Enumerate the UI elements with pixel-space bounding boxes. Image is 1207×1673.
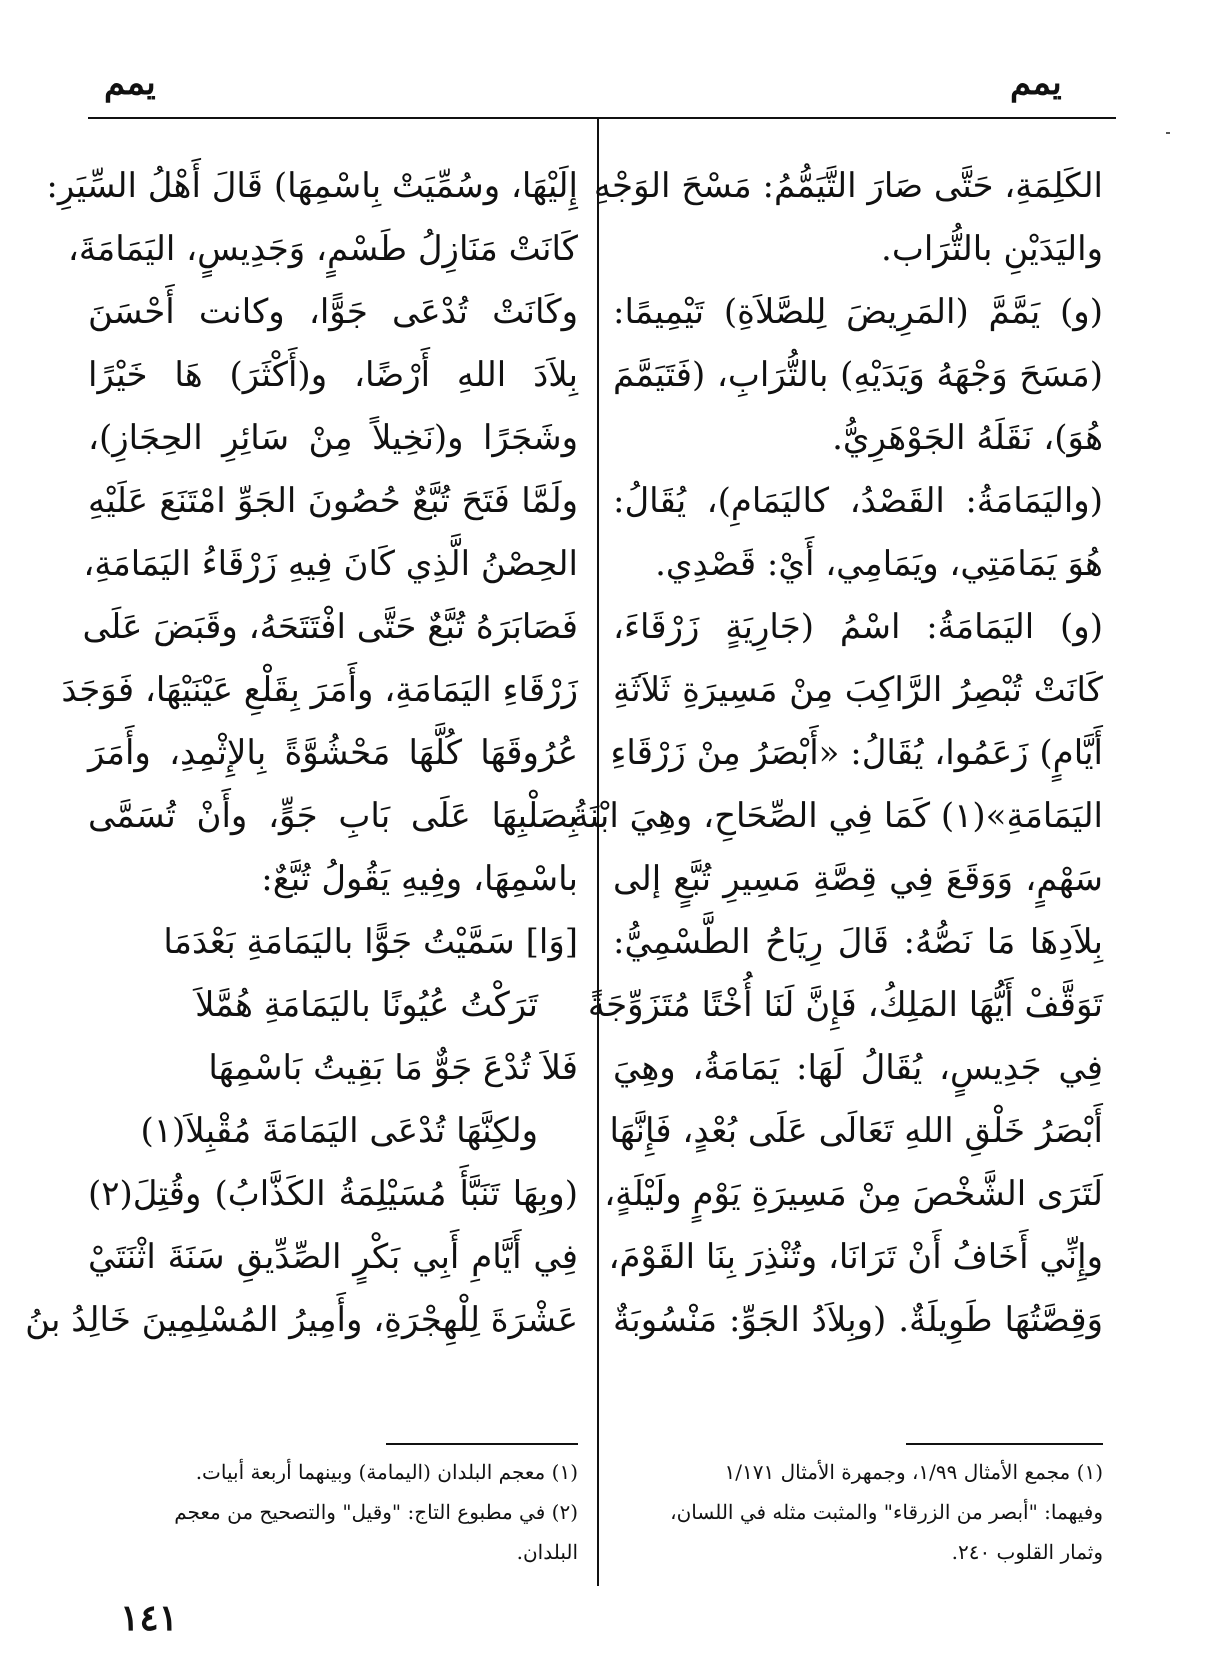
text-line: كَانَتْ تُبْصِرُ الرَّاكِبَ مِنْ مَسِيرَةِ ثَلاَثَةِ <box>613 670 1103 710</box>
footnote-line: (١) مجمع الأمثال ١/٩٩، وجمهرة الأمثال ١/١٧١ <box>724 1460 1103 1484</box>
text-line: وَقِصَّتُهَا طَوِيلَةٌ. (وبِلاَدُ الجَوِّ: مَنْسُوبَةٌ <box>613 1300 1103 1340</box>
text-line: باسْمِهَا، وفِيهِ يَقُولُ تُبَّعٌ: <box>261 859 578 899</box>
text-line: هُوَ يَمَامَتِي، ويَمَامِي، أَيْ: قَصْدِي. <box>655 544 1103 584</box>
footnote-line: وفيهما: "أبصر من الزرقاء" والمثبت مثله في اللسان، <box>670 1500 1103 1524</box>
text-line: تَوَقَّفْ أَيُّهَا المَلِكُ، فَإِنَّ لَنَا أُخْتًا مُتَزَوِّجَةً <box>587 985 1103 1025</box>
footnote-line: وثمار القلوب ٢٤٠. <box>951 1540 1103 1564</box>
text-line: كَانَتْ مَنَازِلُ طَسْمٍ، وَجَدِيسٍ، اليَمَامَةَ، <box>67 229 578 269</box>
text-line: الحِصْنُ الَّذِي كَانَ فِيهِ زَرْقَاءُ اليَمَامَةِ، <box>83 544 578 584</box>
page-number: ١٤١ <box>120 1597 179 1639</box>
text-line: بِصَلْبِهَا عَلَى بَابِ جَوٍّ، وأَنْ تُسَمَّى <box>88 796 578 836</box>
header-word-left: يمم <box>104 63 156 103</box>
right-column <box>571 155 1103 1352</box>
text-line: عُرُوقَهَا كُلَّهَا مَحْشُوَّةً بِالإِثْمِدِ، وأَمَرَ <box>88 733 578 773</box>
text-line: ولَمَّا فَتَحَ تُبَّعٌ حُصُونَ الجَوِّ امْتَنَعَ عَلَيْهِ <box>88 481 578 521</box>
text-line: (و) يَمَّمَّ (المَرِيضَ لِلصَّلاَةِ) تَيْمِيمًا: <box>613 292 1103 332</box>
left-column <box>25 155 578 1352</box>
text-line: أَيَّامٍ) زَعَمُوا، يُقَالُ: «أَبْصَرُ مِنْ زَرْقَاءِ <box>610 733 1103 773</box>
text-line: إِلَيْهَا، وسُمِّيَتْ بِاسْمِهَا) قَالَ أَهْلُ السِّيَرِ: <box>46 166 578 206</box>
text-line: (مَسَحَ وَجْهَهُ وَيَدَيْهِ) بالتُّرَابِ، (فَتَيَمَّمَ <box>613 355 1103 395</box>
text-line: الكَلِمَةِ، حَتَّى صَارَ التَّيَمُّمُ: مَسْحَ الوَجْهِ <box>593 166 1103 206</box>
text-line: لَتَرَى الشَّخْصَ مِنْ مَسِيرَةِ يَوْمٍ ولَيْلَةٍ، <box>604 1174 1103 1214</box>
verse-line: فَلاَ تُدْعَ جَوٌّ مَا بَقِيتُ بَاسْمِهَا <box>208 1048 578 1088</box>
text-line: وإِنِّي أَخَافُ أَنْ تَرَانَا، وتُنْذِرَ بِنَا القَوْمَ، <box>608 1237 1103 1277</box>
verse-line: ولكِنَّهَا تُدْعَى اليَمَامَةَ مُقْبِلاَ(١) <box>140 1111 538 1151</box>
footnote-line: البلدان. <box>516 1540 578 1564</box>
footnote-rule-right <box>906 1443 1103 1445</box>
header-word-right: يمم <box>1010 63 1062 103</box>
text-line: عَشْرَةَ لِلْهِجْرَةِ، وأَمِيرُ المُسْلِمِينَ خَالِدُ بنُ <box>25 1300 578 1340</box>
footnotes-left <box>88 1452 578 1572</box>
text-line: (وبِهَا تَنَبَّأَ مُسَيْلِمَةُ الكَذَّابُ) وقُتِلَ(٢) <box>88 1174 578 1214</box>
text-line: أَبْصَرُ خَلْقِ اللهِ تَعَالَى عَلَى بُعْدٍ، فَإِنَّهَا <box>609 1111 1103 1151</box>
text-line: فَصَابَرَهُ تُبَّعٌ حَتَّى افْتَتَحَهُ، وقَبَضَ عَلَى <box>82 607 578 647</box>
text-line: وكَانَتْ تُدْعَى جَوًّا، وكانت أَحْسَنَ <box>88 292 578 332</box>
text-line: فِي جَدِيسٍ، يُقَالُ لَهَا: يَمَامَةُ، وهِيَ <box>613 1048 1103 1088</box>
verse-line: [وَا] سَمَّيْتُ جَوًّا باليَمَامَةِ بَعْدَمَا <box>163 922 578 962</box>
text-line: وشَجَرًا و(نَخِيلاً مِنْ سَائِرِ الحِجَازِ)، <box>88 418 578 458</box>
column-divider <box>597 118 599 1586</box>
footnote-rule-left <box>386 1443 578 1445</box>
text-line: فِي أَيَّامِ أَبِي بَكْرٍ الصِّدِّيقِ سَنَةَ اثْنَتَيْ <box>88 1237 578 1277</box>
text-line: واليَدَيْنِ بالتُّرَاب. <box>881 229 1103 269</box>
footnotes-right <box>613 1452 1103 1572</box>
text-line: اليَمَامَةِ»(١) كَمَا فِي الصِّحَاحِ، وهِيَ ابْنَةُ <box>571 796 1103 836</box>
text-line: (واليَمَامَةُ: القَصْدُ، كاليَمَامِ)، يُقَالُ: <box>613 481 1103 521</box>
text-line: (و) اليَمَامَةُ: اسْمُ (جَارِيَةٍ زَرْقَاءَ، <box>613 607 1103 647</box>
header-rule <box>88 117 1116 119</box>
corner-mark <box>1166 132 1170 134</box>
text-line: هُوَ)، نَقَلَهُ الجَوْهَرِيُّ. <box>832 418 1103 458</box>
text-line: بِلاَدِهَا مَا نَصُّهُ: قَالَ رِيَاحُ الطَّسْمِيُّ: <box>613 922 1103 962</box>
verse-line: تَرَكْتُ عُيُونًا باليَمَامَةِ هُمَّلاَ <box>195 985 538 1025</box>
footnote-line: (١) معجم البلدان (اليمامة) وبينهما أربعة أبيات. <box>195 1460 578 1484</box>
text-line: زَرْقَاءِ اليَمَامَةِ، وأَمَرَ بِقَلْعِ عَيْنَيْهَا، فَوَجَدَ <box>61 670 578 710</box>
footnote-line: (٢) في مطبوع التاج: "وقيل" والتصحيح من معجم <box>174 1500 578 1524</box>
text-line: بِلاَدَ اللهِ أَرْضًا، و(أَكْثَرَ) هَا خَيْرًا <box>88 355 578 395</box>
text-line: سَهْمٍ، وَوَقَعَ فِي قِصَّةِ مَسِيرِ تُبَّعٍ إلى <box>613 859 1103 899</box>
